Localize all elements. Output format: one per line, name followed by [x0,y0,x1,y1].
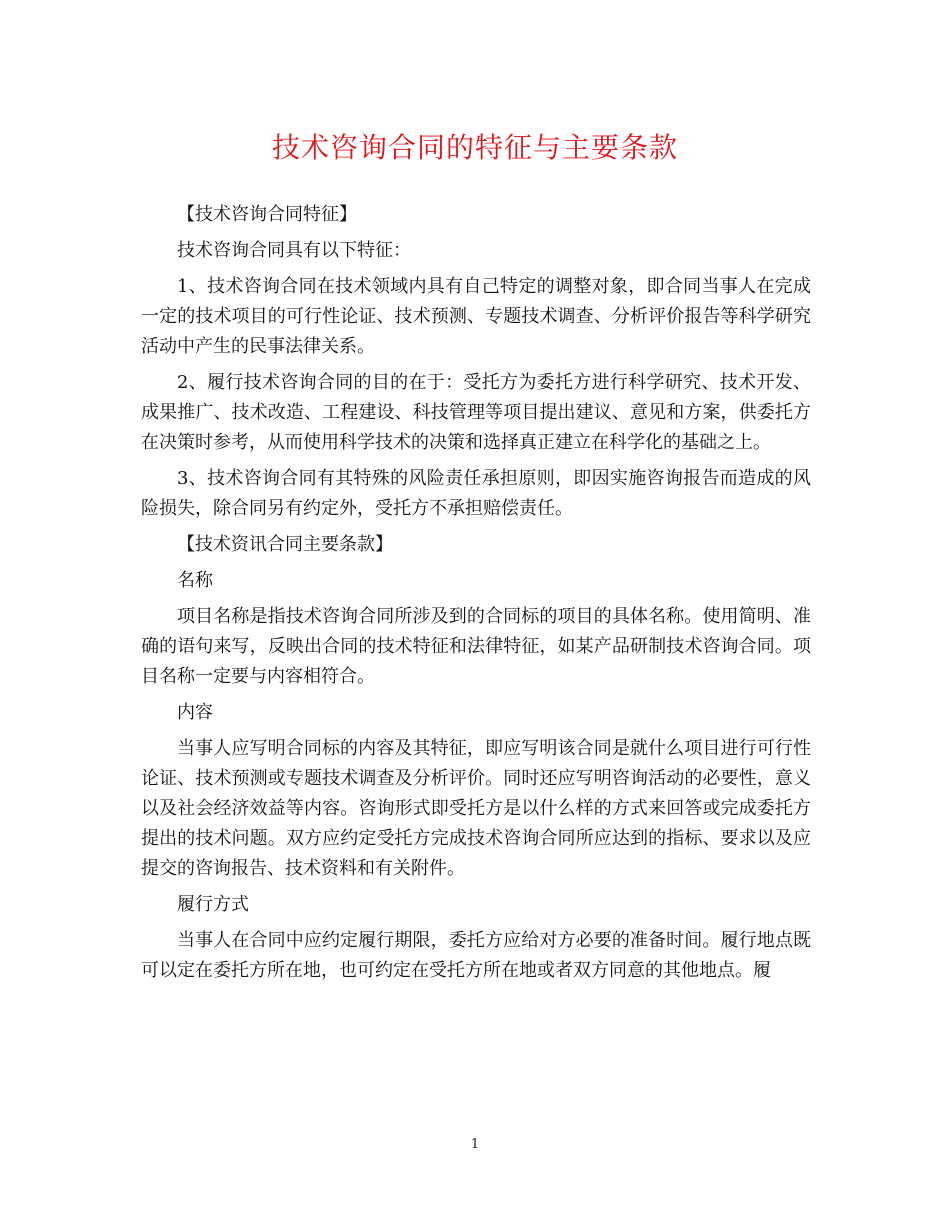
paragraph-content: 当事人应写明合同标的内容及其特征，即应写明该合同是就什么项目进行可行性论证、技术预测或专题技术调查及分析评价。同时还应写明咨询活动的必要性，意义以及社会经济效益等内容。咨询形式即受托方是以什么样的方式来回答或完成委托方提出的技术问题。双方应约定受托方完成技术咨询合同所应达到的指标、要求以及应提交的咨询报告、技术资料和有关附件。 [141,738,811,879]
section-heading-features: 【技术咨询合同特征】 [177,204,357,225]
paragraph-features-intro: 技术咨询合同具有以下特征： [177,240,411,261]
paragraph-name: 项目名称是指技术咨询合同所涉及到的合同标的项目的具体名称。使用简明、准确的语句来写，反映出合同的技术特征和法律特征，如某产品研制技术咨询合同。项目名称一定要与内容相符合。 [141,606,811,687]
document-body [141,200,811,992]
subheading-name: 名称 [177,570,213,591]
paragraph-performance: 当事人在合同中应约定履行期限，委托方应给对方必要的准备时间。履行地点既可以定在委托方所在地，也可约定在受托方所在地或者双方同意的其他地点。履 [141,930,811,981]
subheading-performance: 履行方式 [177,894,249,915]
subheading-content: 内容 [177,702,213,723]
page-number: 1 [470,1137,480,1152]
page-title: 技术咨询合同的特征与主要条款 [271,131,678,164]
paragraph-feature-3: 3、技术咨询合同有其特殊的风险责任承担原则，即因实施咨询报告而造成的风险损失，除合同另有约定外，受托方不承担赔偿责任。 [141,468,811,519]
paragraph-feature-2: 2、履行技术咨询合同的目的在于：受托方为委托方进行科学研究、技术开发、成果推广、技术改造、工程建设、科技管理等项目提出建议、意见和方案，供委托方在决策时参考，从而使用科学技术的决策和选择真正建立在科学化的基础之上。 [141,372,811,453]
section-heading-clauses: 【技术资讯合同主要条款】 [177,534,393,555]
paragraph-feature-1: 1、技术咨询合同在技术领域内具有自己特定的调整对象，即合同当事人在完成一定的技术项目的可行性论证、技术预测、专题技术调查、分析评价报告等科学研究活动中产生的民事法律关系。 [141,276,811,357]
